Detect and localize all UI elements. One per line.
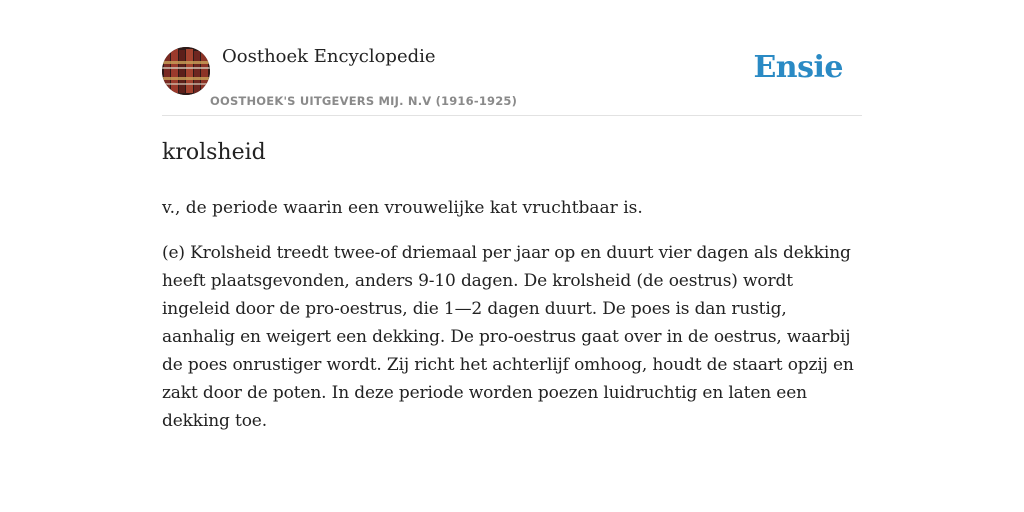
- entry-body: (e) Krolsheid treedt twee-of driemaal per jaar op en duurt vier dagen als dekking heeft plaatsgevonden, anders 9-10 dagen. De krolsheid (de oestrus) wordt ingeleid door de pro-oestrus, die 1—2 dagen duurt. De poes is dan rustig, aanhalig en weigert een dekking. De pro-oestrus gaat over in de oestrus, waarbij de poes onrustiger wordt. Zij richt het achterlijf omhoog, houdt de staart opzij en zakt door de poten. In deze periode worden poezen luidruchtig en laten een dekking toe.: [162, 243, 854, 431]
- source-header: [162, 0, 862, 116]
- source-publisher: OOSTHOEK'S UITGEVERS MIJ. N.V (1916-1925): [210, 94, 518, 108]
- entry-definition: v., de periode waarin een vrouwelijke kat vruchtbaar is.: [162, 198, 643, 218]
- ensie-logo-link[interactable]: Ensie: [753, 50, 843, 85]
- source-title[interactable]: Oosthoek Encyclopedie: [222, 46, 436, 67]
- entry-term: krolsheid: [162, 140, 266, 165]
- book-spines-icon[interactable]: [162, 47, 210, 95]
- entry-card: [162, 0, 862, 512]
